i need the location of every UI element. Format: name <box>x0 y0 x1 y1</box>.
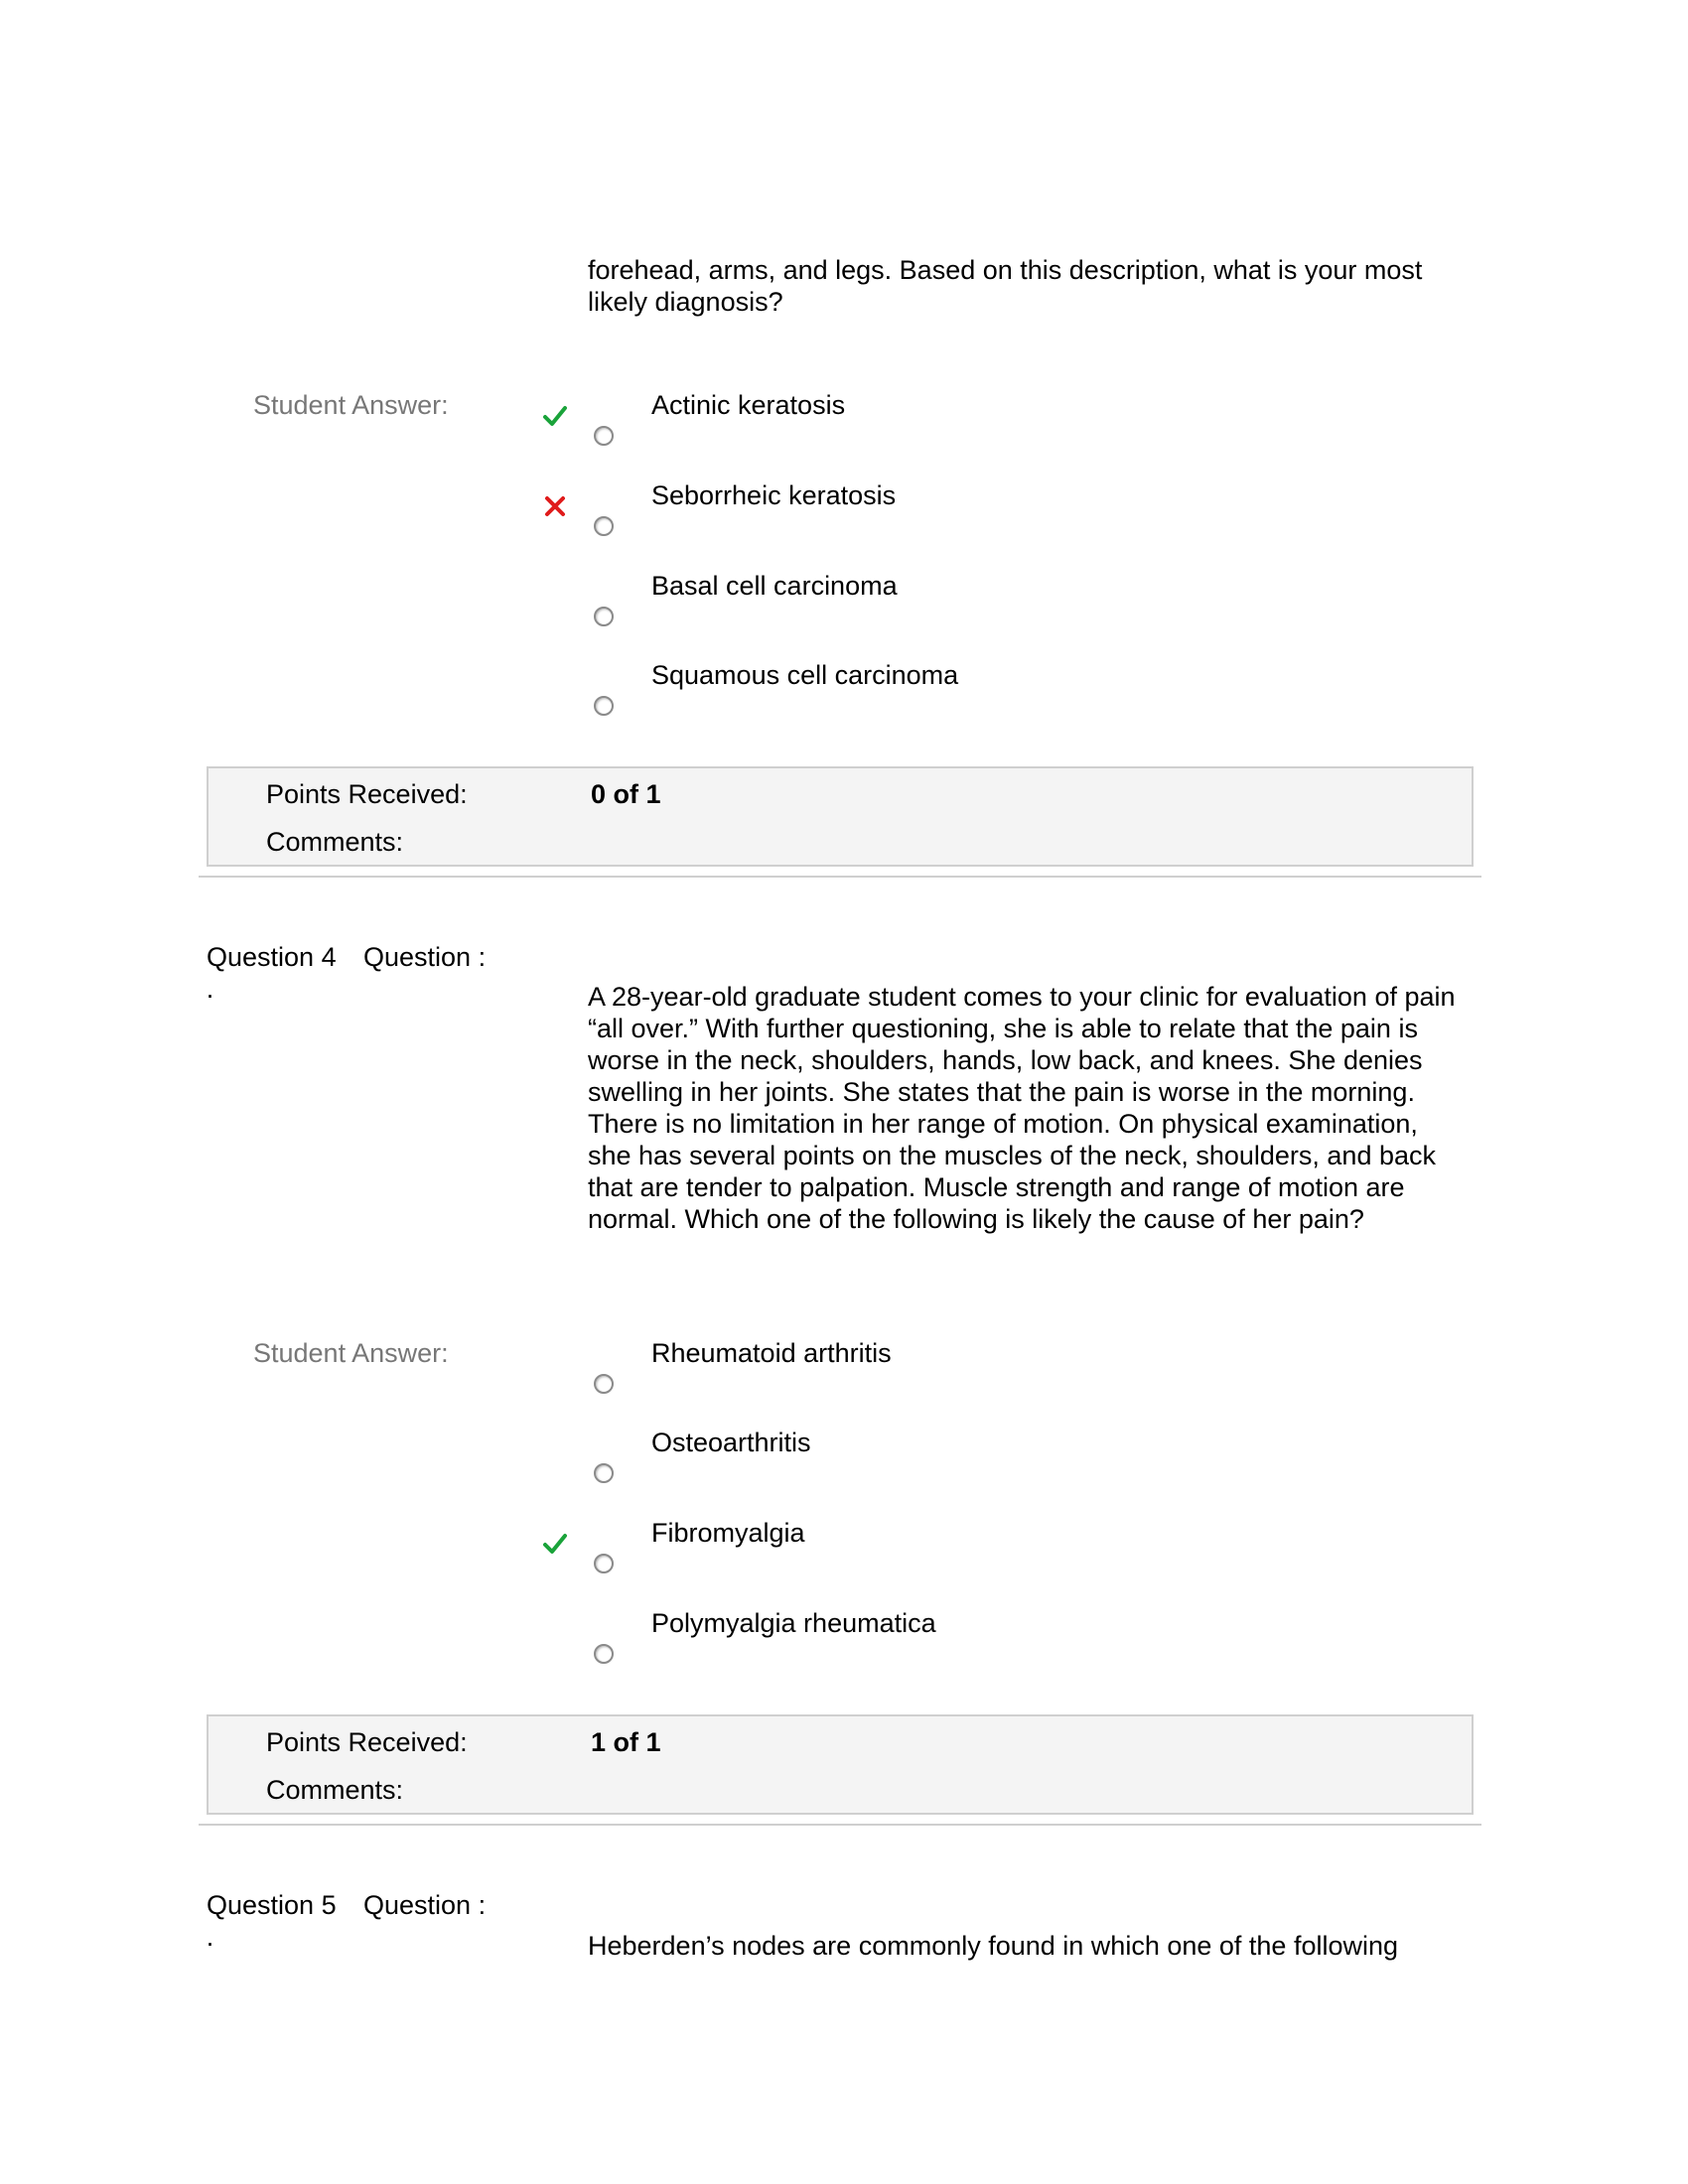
q4-option-radio-3[interactable] <box>594 1554 614 1573</box>
q5-question-label: Question : <box>363 1890 487 1920</box>
q3-option-label-4: Squamous cell carcinoma <box>651 660 959 690</box>
q3-separator <box>199 876 1481 878</box>
q3-points-value: 0 of 1 <box>591 779 661 809</box>
q4-option-label-3: Fibromyalgia <box>651 1518 805 1548</box>
q4-option-label-1: Rheumatoid arthritis <box>651 1338 892 1368</box>
q4-student-answer-label: Student Answer: <box>253 1338 449 1368</box>
q5-question-text: Heberden’s nodes are commonly found in which one of the following <box>588 1931 1398 1961</box>
q4-question-label: Question : <box>363 942 487 972</box>
q3-question-text: forehead, arms, and legs. Based on this description, what is your most likely diagnosis? <box>588 255 1423 317</box>
q4-option-radio-1[interactable] <box>594 1374 614 1394</box>
q4-option-radio-2[interactable] <box>594 1463 614 1483</box>
q3-student-answer-label: Student Answer: <box>253 390 449 420</box>
q3-option-radio-4[interactable] <box>594 696 614 716</box>
q4-option-label-4: Polymyalgia rheumatica <box>651 1608 936 1638</box>
correct-check-icon <box>542 1531 568 1557</box>
q5-number-label: Question 5 <box>207 1890 337 1920</box>
q5-bullet-dot: · <box>206 1928 214 1958</box>
q4-points-value: 1 of 1 <box>591 1727 661 1757</box>
q3-points-received-label: Points Received: <box>266 779 468 809</box>
q3-option-radio-1[interactable] <box>594 426 614 446</box>
q4-comments-label: Comments: <box>266 1775 404 1805</box>
incorrect-x-icon <box>542 493 568 519</box>
q3-option-label-1: Actinic keratosis <box>651 390 846 420</box>
q4-option-radio-4[interactable] <box>594 1644 614 1664</box>
correct-check-icon <box>542 403 568 429</box>
q4-number-label: Question 4 <box>207 942 337 972</box>
q3-option-radio-3[interactable] <box>594 607 614 626</box>
q4-points-received-label: Points Received: <box>266 1727 468 1757</box>
q3-option-label-3: Basal cell carcinoma <box>651 571 898 601</box>
q4-question-text: A 28-year-old graduate student comes to your clinic for evaluation of pain “all over.” With further questioning, she is able to relate that the pain is worse in the neck, shoulders, hands, low back, and knees. She denies swelling in her joints. She states that the pain is worse in the morning. There is no limitation in her range of motion. On physical examination, she has several points on the muscles of the neck, shoulders, and back that are tender to palpation. Muscle strength and range of motion are normal. Which one of the following is likely the cause of her pain? <box>588 982 1456 1234</box>
q4-bullet-dot: · <box>206 980 214 1010</box>
q3-option-label-2: Seborrheic keratosis <box>651 480 897 510</box>
q3-option-radio-2[interactable] <box>594 516 614 536</box>
q4-option-label-2: Osteoarthritis <box>651 1428 811 1457</box>
q4-separator <box>199 1824 1481 1826</box>
q3-comments-label: Comments: <box>266 827 404 857</box>
